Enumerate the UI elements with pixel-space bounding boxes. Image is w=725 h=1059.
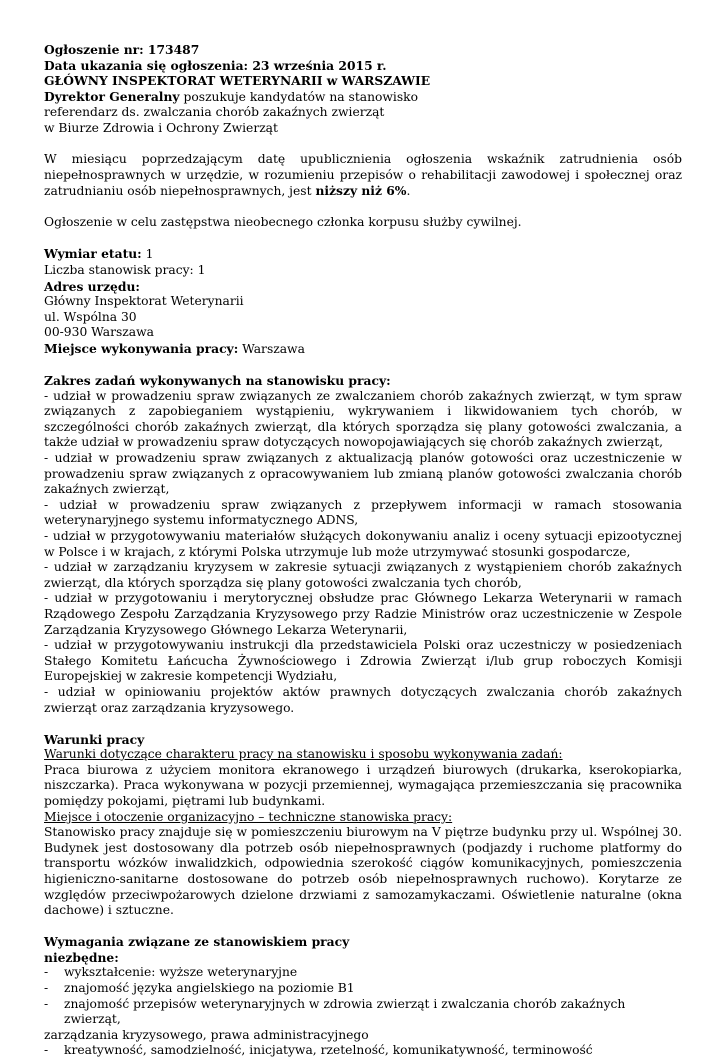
dash-bullet: - xyxy=(44,996,49,1011)
dash-bullet: - xyxy=(44,965,49,980)
requirement-item xyxy=(44,997,682,1028)
conditions-character-text: Praca biurowa z użyciem monitora ekranowego i urządzeń biurowych (drukarka, kserokopiarka, niszczarka). Praca wykonywana w pozycji przemiennej, wymagająca przemieszczania się pracownika pomiędzy pokojami, piętrami lub budynkami. xyxy=(44,762,682,809)
duty-item: - udział w przygotowaniu i merytorycznej obsłudze prac Głównego Lekarza Weterynarii w ramach Rządowego Zespołu Zarządzania Kryzysowego przy Radzie Ministrów oraz uczestniczenie w Zespole Zarządzania Kryzysowego Głównego Lekarza Weterynarii, xyxy=(44,591,682,637)
duty-item: - udział w przygotowywaniu materiałów służących dokonywaniu analiz i oceny sytuacji epizootycznej w Polsce i w krajach, z którymi Polska utrzymuje lub może utrzymywać stosunki gospodarcze, xyxy=(44,529,682,559)
conditions-subheading-environment: Miejsce i otoczenie organizacyjno – techniczne stanowiska pracy: xyxy=(44,809,453,824)
duty-item: - udział w opiniowaniu projektów aktów prawnych dotyczących zwalczania chorób zakaźnych zwierząt oraz zarządzania kryzysowego. xyxy=(44,684,682,715)
requirements-list xyxy=(44,965,682,1059)
duty-item: - udział w prowadzeniu spraw związanych z przepływem informacji w ramach stosowania weterynaryjnego systemu informatycznego ADNS, xyxy=(44,497,682,528)
director-line xyxy=(44,89,682,106)
dash-bullet: - xyxy=(44,1043,49,1058)
conditions-environment-text: Stanowisko pracy znajduje się w pomieszczeniu biurowym na V piętrze budynku przy ul. Wspólnej 30. Budynek jest dostosowany dla potrzeb osób niepełnosprawnych (podjazdy i ruchome platformy do transportu wózków inwalidzkich, odpowiednia szerokość ciągów komunikacyjnych, pomieszczenia higieniczno-sanitarne dostosowane do potrzeb osób niepełnosprawnych ruchowo). Korytarze ze względów przeciwpożarowych dzielone drzwiami z samozamykaczami. Oświetlenie naturalne (okna dachowe) i sztuczne. xyxy=(44,825,682,918)
conditions-heading: Warunki pracy xyxy=(44,731,145,747)
employment-notice-end: . xyxy=(406,184,411,199)
requirement-continuation: zarządzania kryzysowego, prawa administracyjnego xyxy=(44,1027,369,1042)
dash-bullet: - xyxy=(44,981,49,996)
duty-item: - udział w przygotowywaniu instrukcji dla przedstawiciela Polski oraz uczestniczy w posiedzeniach Stałego Komitetu Łańcucha Żywnościowego i Zdrowia Zwierząt i/lub grup roboczych Komisji Europejskiej w zakresie kompetencji Wydziału, xyxy=(44,638,682,684)
duty-item: - udział w prowadzeniu spraw związanych z aktualizacją planów gotowości oraz uczestniczenie w prowadzeniu spraw związanych z opracowywaniem lub zmianą planów gotowości zwalczania chorób zakaźnych zwierząt, xyxy=(44,451,682,497)
requirements-heading: Wymagania związane ze stanowiskiem pracy xyxy=(44,934,350,950)
requirement-item xyxy=(44,1043,682,1059)
requirement-text: znajomość języka angielskiego na poziomie B1 xyxy=(64,981,355,996)
positions-count: Liczba stanowisk pracy: 1 xyxy=(44,263,206,278)
duties-list xyxy=(44,389,682,716)
requirement-item xyxy=(44,981,682,997)
seeks-text: poszukuje kandydatów na stanowisko xyxy=(179,89,419,104)
duty-item: - udział w prowadzeniu spraw związanych ze zwalczaniem chorób zakaźnych zwierząt, w tym spraw związanych z zapobieganiem wystąpieniu, wykrywaniem i likwidowaniem tych chorób, w szczególności chorób zakaźnych zwierząt, dla których sporządza się plany gotowości zwalczania, a także udział w prowadzeniu spraw dotyczących nowopojawiających się chorób zakaźnych zwierząt, xyxy=(44,388,682,450)
ad-number: Ogłoszenie nr: 173487 xyxy=(44,42,200,57)
requirement-text: wykształcenie: wyższe weterynaryjne xyxy=(64,965,298,980)
director-title: Dyrektor Generalny xyxy=(44,88,180,104)
fte-label: Wymiar etatu: xyxy=(44,246,142,262)
address-line: ul. Wspólna 30 xyxy=(44,309,137,324)
requirement-item xyxy=(44,965,682,981)
work-location-line xyxy=(44,341,682,358)
work-location-label: Miejsce wykonywania pracy: xyxy=(44,341,239,356)
publication-date: Data ukazania się ogłoszenia: 23 września 2015 r. xyxy=(44,57,387,73)
employment-indicator-notice xyxy=(44,152,682,200)
substitution-note: Ogłoszenie w celu zastępstwa nieobecnego członka korpusu służby cywilnej. xyxy=(44,215,522,230)
requirements-subheading: niezbędne: xyxy=(44,949,119,965)
address-line: Główny Inspektorat Weterynarii xyxy=(44,294,244,309)
fte-value: 1 xyxy=(141,247,154,262)
address-label: Adres urzędu: xyxy=(44,278,140,294)
job-announcement xyxy=(44,42,682,1059)
fte-line xyxy=(44,246,682,263)
employment-notice-emphasis: niższy niż 6% xyxy=(315,183,407,199)
position-title: referendarz ds. zwalczania chorób zakaźnych zwierząt xyxy=(44,105,385,120)
department-name: w Biurze Zdrowia i Ochrony Zwierząt xyxy=(44,120,278,135)
employment-notice-text: W miesiącu poprzedzającym datę upublicznienia ogłoszenia wskaźnik zatrudnienia osób niepełnosprawnych w urzędzie, w rozumieniu przepisów o rehabilitacji zawodowej i społecznej oraz zatrudnianiu osób niepełnosprawnych, jest xyxy=(44,152,682,199)
work-location-value: Warszawa xyxy=(238,342,305,356)
duty-item: - udział w zarządzaniu kryzysem w zakresie sytuacji związanych z wystąpieniem chorób zakaźnych zwierząt, dla których sporządza się plany gotowości zwalczania tych chorób, xyxy=(44,560,682,590)
requirement-text: znajomość przepisów weterynaryjnych w zdrowia zwierząt i zwalczania chorób zakaźnych zwierząt, xyxy=(64,996,626,1027)
conditions-subheading-character: Warunki dotyczące charakteru pracy na stanowisku i sposobu wykonywania zadań: xyxy=(44,747,563,762)
address-line: 00-930 Warszawa xyxy=(44,325,154,340)
duties-heading: Zakres zadań wykonywanych na stanowisku pracy: xyxy=(44,373,391,389)
requirement-text: kreatywność, samodzielność, inicjatywa, rzetelność, komunikatywność, terminowość xyxy=(64,1043,593,1058)
employer-name: GŁÓWNY INSPEKTORAT WETERYNARII w WARSZAWIE xyxy=(44,73,431,89)
